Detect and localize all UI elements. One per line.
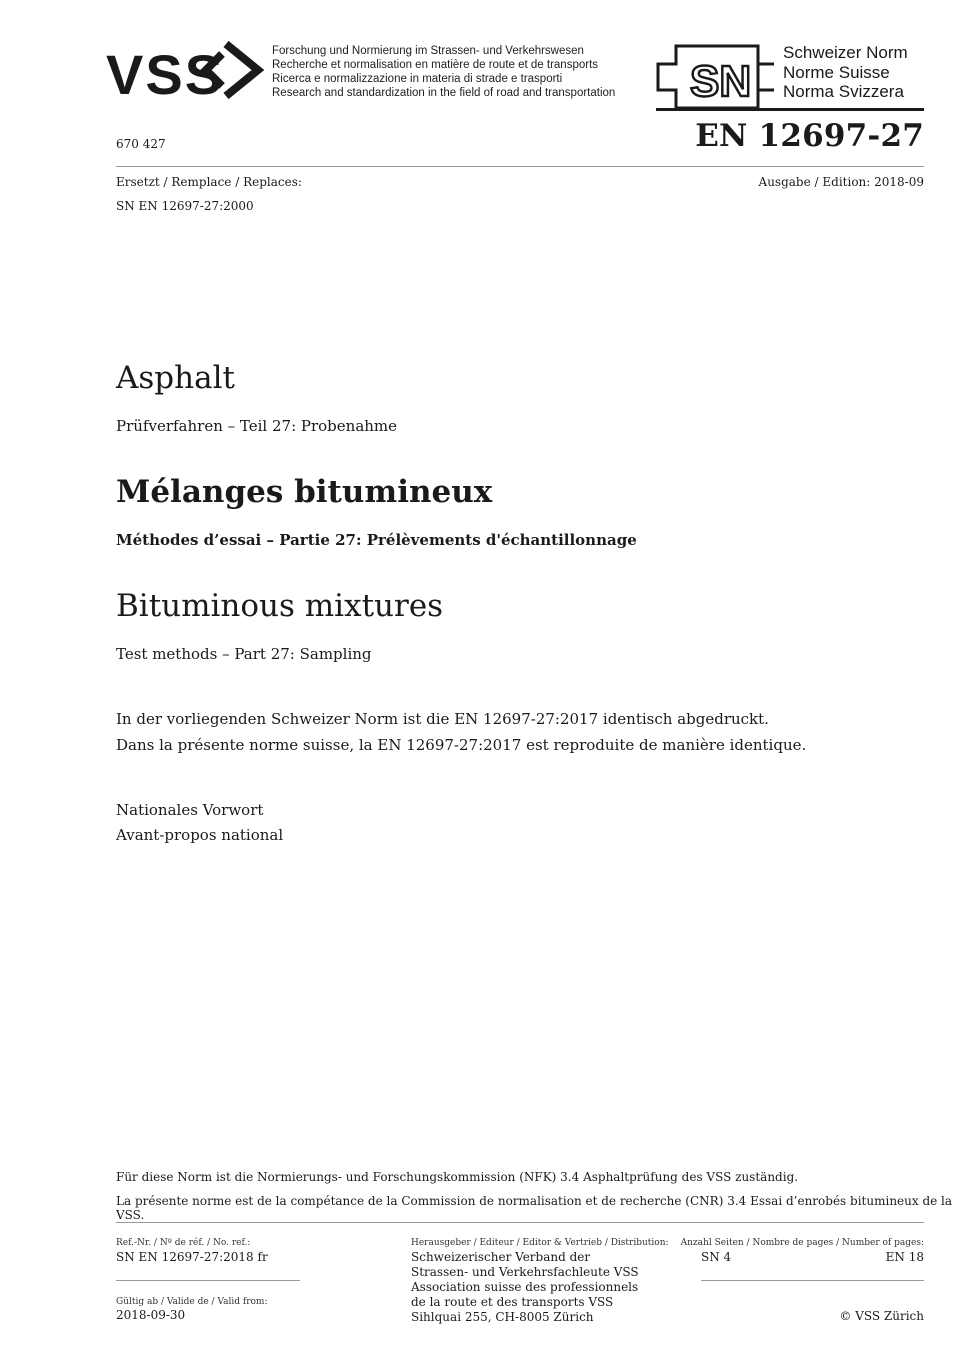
vss-logo-text: VSS xyxy=(106,43,225,100)
sn-norm-labels xyxy=(783,43,908,102)
replaces-value: SN EN 12697-27:2000 xyxy=(116,199,254,213)
pages-label: Anzahl Seiten / Nombre de pages / Number of pages: xyxy=(680,1238,924,1248)
sn-logo-text: SN xyxy=(690,57,752,106)
responsibility-de: Für diese Norm ist die Normierungs- und Forschungskommission (NFK) 3.4 Asphaltprüfung des VSS zuständig. xyxy=(116,1170,799,1184)
doc-number: 670 427 xyxy=(116,137,166,151)
header-divider xyxy=(116,166,924,167)
responsibility-fr: La présente norme est de la compétance de la Commission de normalisation et de recherche (CNR) 3.4 Essai d’enrobés bitumineux de la VSS. xyxy=(116,1194,953,1222)
edition-label: Ausgabe / Edition: 2018-09 xyxy=(758,175,924,189)
ref-value: SN EN 12697-27:2018 fr xyxy=(116,1250,268,1264)
pages-divider xyxy=(701,1280,924,1281)
publisher-line: Sihlquai 255, CH-8005 Zürich xyxy=(411,1310,594,1324)
doc-title: EN 12697-27 xyxy=(695,118,924,154)
foreword-de: Nationales Vorwort xyxy=(116,801,264,819)
title-de: Asphalt xyxy=(116,360,235,396)
vss-tagline-en: Research and standardization in the field of road and transportation xyxy=(272,87,616,99)
sn-label-fr: Norme Suisse xyxy=(783,62,890,82)
footer-divider xyxy=(116,1222,924,1223)
sn-underline xyxy=(656,108,924,111)
title-fr: Mélanges bitumineux xyxy=(116,474,493,510)
sn-label-it: Norma Svizzera xyxy=(783,82,904,101)
note-de: In der vorliegenden Schweizer Norm ist die EN 12697-27:2017 identisch abgedruckt. xyxy=(116,710,769,728)
subtitle-fr: Méthodes d’essai – Partie 27: Prélèvements d'échantillonnage xyxy=(116,531,637,549)
vss-tagline-fr: Recherche et normalisation en matière de route et de transports xyxy=(272,59,599,71)
vss-tagline-de: Forschung und Normierung im Strassen- und Verkehrswesen xyxy=(272,45,584,57)
note-fr: Dans la présente norme suisse, la EN 12697-27:2017 est reproduite de manière identique. xyxy=(116,736,807,754)
publisher-address xyxy=(411,1250,639,1325)
publisher-line: de la route et des transports VSS xyxy=(411,1295,614,1309)
publisher-line: Association suisse des professionnels xyxy=(411,1280,639,1294)
valid-value: 2018-09-30 xyxy=(116,1308,186,1322)
subtitle-en: Test methods – Part 27: Sampling xyxy=(116,645,372,663)
subtitle-de: Prüfverfahren – Teil 27: Probenahme xyxy=(116,417,398,435)
pages-sn: SN 4 xyxy=(701,1250,732,1264)
copyright: © VSS Zürich xyxy=(839,1309,924,1323)
publisher-line: Schweizerischer Verband der xyxy=(411,1250,591,1264)
ref-label: Ref.-Nr. / Nº de réf. / No. ref.: xyxy=(116,1238,251,1248)
vss-tagline-it: Ricerca e normalizzazione in materia di strade e trasporti xyxy=(272,73,563,85)
publisher-line: Strassen- und Verkehrsfachleute VSS xyxy=(411,1265,639,1279)
publisher-label: Herausgeber / Editeur / Editor & Vertrieb / Distribution: xyxy=(411,1238,669,1248)
title-en: Bituminous mixtures xyxy=(116,588,444,624)
pages-en: EN 18 xyxy=(885,1250,924,1264)
sn-label-de: Schweizer Norm xyxy=(783,43,908,62)
vss-tagline xyxy=(272,44,615,100)
sn-logo xyxy=(656,44,778,114)
valid-label: Gültig ab / Valide de / Valid from: xyxy=(116,1297,268,1307)
vss-logo xyxy=(106,40,266,104)
replaces-label: Ersetzt / Remplace / Replaces: xyxy=(116,175,302,189)
foreword-fr: Avant-propos national xyxy=(116,826,284,844)
ref-divider xyxy=(116,1280,300,1281)
